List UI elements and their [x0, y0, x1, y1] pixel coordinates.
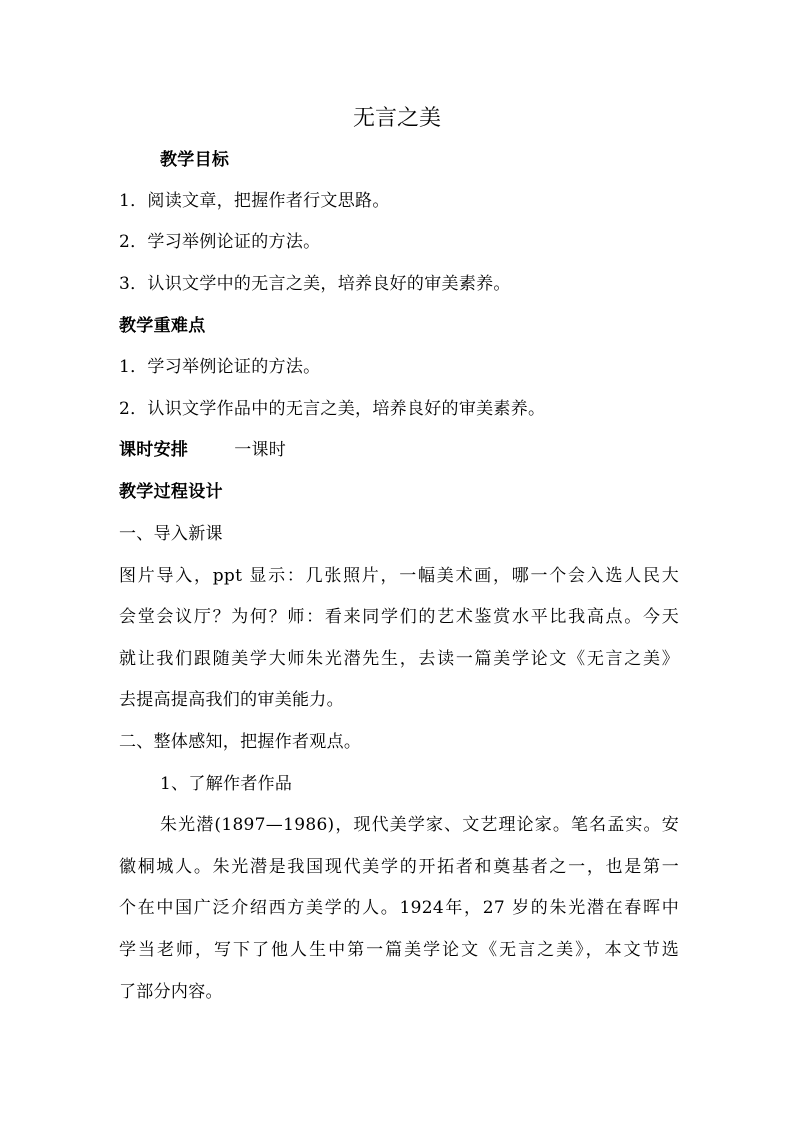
section2-line-4: 学当老师，写下了他人生中第一篇美学论文《无言之美》，本文节选 — [119, 940, 679, 960]
schedule-label: 课时安排 — [119, 440, 189, 460]
section1-line-2: 会堂会议厅？为何？师：看来同学们的艺术鉴赏水平比我高点。今天 — [119, 607, 679, 627]
objective-item-1: 1．阅读文章，把握作者行文思路。 — [119, 191, 390, 211]
key-point-item-1: 1．学习举例论证的方法。 — [119, 357, 321, 377]
section1-line-4: 去提高提高我们的审美能力。 — [119, 690, 344, 710]
section1-heading: 一、导入新课 — [119, 524, 223, 544]
process-heading: 教学过程设计 — [119, 482, 223, 502]
section2-line-5: 了部分内容。 — [119, 982, 223, 1002]
section2-heading: 二、整体感知，把握作者观点。 — [119, 732, 362, 752]
section2-line-3: 个在中国广泛介绍西方美学的人。1924年，27 岁的朱光潜在春晖中 — [119, 898, 679, 918]
section1-line-3: 就让我们跟随美学大师朱光潜先生，去读一篇美学论文《无言之美》 — [119, 649, 679, 669]
section2-line-1: 朱光潜(1897—1986)，现代美学家、文艺理论家。笔名孟实。安 — [160, 815, 679, 835]
objective-item-3: 3．认识文学中的无言之美，培养良好的审美素养。 — [119, 274, 511, 294]
schedule-row — [119, 438, 679, 462]
section2-subheading: 1、了解作者作品 — [160, 774, 293, 794]
section2-line-2: 徽桐城人。朱光潜是我国现代美学的开拓者和奠基者之一，也是第一 — [119, 857, 679, 877]
page-title: 无言之美 — [352, 106, 441, 131]
objectives-heading: 教学目标 — [160, 150, 230, 170]
schedule-value: 一课时 — [234, 440, 287, 460]
section1-line-1: 图片导入，ppt 显示：几张照片，一幅美术画，哪一个会入选人民大 — [119, 566, 679, 586]
key-point-item-2: 2．认识文学作品中的无言之美，培养良好的审美素养。 — [119, 399, 546, 419]
objective-item-2: 2．学习举例论证的方法。 — [119, 232, 321, 252]
key-points-heading: 教学重难点 — [119, 316, 206, 336]
